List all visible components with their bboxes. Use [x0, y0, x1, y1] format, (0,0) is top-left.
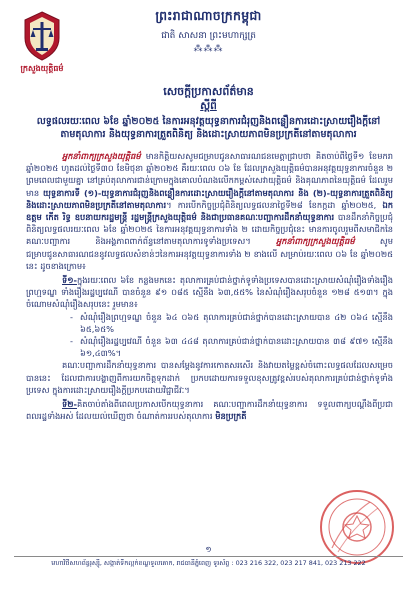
national-motto: ជាតិ សាសនា ព្រះមហាក្សត្រ	[161, 31, 256, 41]
intro-text-e: បានដឹកនាំកិច្ចប្រជុំពិនិត្យលទ្ធផលរយៈពេល ៦ខែ ឆ្នាំ២០២៥ នៃការអនុវត្តយុទ្ធនាការទាំង ២ ដោយកិច្ចប្រជុំនេះ មានការចូលរួមពីសមាជិកនៃគណៈបញ្ជាការ និងអង្គភាពពាក់ព័ន្ធនៅតាមតុលាការទូទាំងប្រទេស។	[26, 212, 393, 247]
first-result-text: ក្នុងរយៈពេល ៦ខែ កន្លងមកនេះ តុលាការគ្រប់ជាន់ថ្នាក់ទូទាំងប្រទេសបានដោះស្រាយសំណុំរឿងទាំងរឿងព្រហ្មទណ្ឌ ទាំងរឿងរដ្ឋប្បវេណី បានចំនួន ៩១ ០៨៥ ស្មើនឹង ៦៣,៥៥% នៃសំណុំរឿងសរុបចំនួន ១២៨ ៥១៣។ ក្នុងចំណោមសំណុំរឿងសរុបនេះ រួមមាន៖	[26, 275, 393, 310]
ministry-name: ក្រសួងយុត្តិធម៌	[20, 64, 64, 73]
minister-name: ឯកឧត្តម កើត រិទ្ធ ឧបនាយករដ្ឋមន្ត្រី រដ្ឋមន្ត្រីក្រសួងយុត្តិធម៌ និងជាប្រធានគណៈបញ្ជាការដឹកនាំយុទ្ធនាការ	[26, 199, 393, 223]
paragraph-first-result	[26, 274, 393, 311]
footer-address: មហាវិថីសហព័ន្ធរុស្ស៊ី, សង្កាត់ទឹកល្អក់ខណ្ឌទួលគោក, រាជធានីភ្នំពេញ ទូរស័ព្ទ : 023 216 322, 023 217 841, 023 213 222	[51, 559, 366, 567]
document-titles	[30, 84, 387, 141]
kingdom-header	[0, 8, 417, 54]
subject-label: ស្តីពី	[200, 100, 217, 112]
footer-divider	[14, 556, 403, 557]
section-number-1: ទី១-	[62, 275, 77, 286]
header-ornament: ⁂⁂⁂	[193, 44, 224, 54]
paragraph-appreciation: គណៈបញ្ជាការដឹកនាំយុទ្ធនាការ បានសម្តែងនូវការកោតសរសើរ និងវាយតម្លៃខ្ពស់ចំពោះលទ្ធផលដែលសម្រេចបាននេះ ដែលជាការបង្ហាញពីការយកចិត្តទុកដាក់ ប្រកបដោយការទទួលខុសត្រូវខ្ពស់របស់តុលាការគ្រប់ជាន់ថ្នាក់ទូទាំងប្រទេស ក្នុងការដោះស្រាយរឿងក្តីប្រកបដោយវិជ្ជាជីវៈ។	[26, 360, 393, 395]
page-number: ១	[205, 545, 212, 554]
campaign-names: យុទ្ធនាការទី (១)-យុទ្ធនាការជំរុញនិងពន្លឿនការដោះស្រាយរឿងក្តីនៅតាមតុលាការ និង (២)-យុទ្ធនាការត្រួតពិនិត្យនិងដោះស្រាយភាពមិនប្រក្រតីនៅតាមតុលាការ	[26, 187, 393, 210]
irregularity-term: មិនប្រក្រតី	[215, 411, 247, 422]
list-item-civil-cases: - សំណុំរឿងរដ្ឋប្បវេណី ចំនួន ៦៣ ៤៤៨ តុលាការគ្រប់ជាន់ថ្នាក់បានដោះស្រាយបាន ៣៨ ៩៧១ ស្មើនឹង ៦១,៤៣%។	[80, 335, 393, 359]
second-result-text: គិតចាប់តាំងពីពេលប្រកាសបើកយុទ្ធនាការ គណៈបញ្ជាការដឹកនាំយុទ្ធនាការ ទទួលពាក្យបណ្តឹងពីប្រជាពលរដ្ឋទាំងអស់ ដែលយល់ឃើញថា ចំណាត់ការរបស់តុលាការ	[26, 399, 393, 422]
intro-text-a: មានកិត្តិយសសូមជម្រាបជូនសាធារណជនមេត្តាជ្រាបថា គិតចាប់ពីថ្ងៃទី១ ខែមករា ឆ្នាំ២០២៥ ហូតដល់ថ្ងៃទី៣០ ខែមិថុនា ឆ្នាំ២០២៥ គឺរយៈពេល ០៦ ខែ ដែលក្រសួងយុត្តិធម៌បានអនុវត្តយុទ្ធនាការចំនួន ២ ព្រមពេលជាមួយគ្នា នៅគ្រប់តុលាការជាន់ក្រោមក្នុងគោលបំណងលើកកម្ពស់សេវាយុត្តិធម៌ និងគុណភាពនៃយុត្តិធម៌ ដែលរួមមាន	[26, 151, 393, 198]
paragraph-second-result	[26, 398, 393, 422]
subject-title: លទ្ធផលរយៈពេល ៦ខែ ឆ្នាំ២០២៥ នៃការអនុវត្តយុទ្ធនាការជំរុញនិងពន្លឿនការដោះស្រាយរឿងក្តីនៅតាមតុលាការ និងយុទ្ធនាការត្រួតពិនិត្យ និងដោះស្រាយភាពមិនប្រក្រតីនៅតាមតុលាការ	[36, 116, 381, 140]
case-breakdown-list	[26, 311, 393, 360]
document-type-title: សេចក្តីប្រកាសព័ត៌មាន	[163, 85, 254, 98]
section-number-2: ទី២-	[62, 399, 77, 410]
kingdom-title: ព្រះរាជាណាចក្រកម្ពុជា	[155, 8, 262, 23]
spokesperson-label: អ្នកនាំពាក្យក្រសួងយុត្តិធម៌	[62, 151, 141, 161]
intro-text-c: ។ ការបើកកិច្ចប្រជុំពិនិត្យលទ្ធផលនាថ្ងៃទី២៨ ខែកក្កដា ឆ្នាំ២០២៥,	[166, 199, 383, 210]
intro-text-g: សូមជម្រាបជូនសាធារណជននូវលទ្ធផលសំខាន់ៗនៃការអនុវត្តយុទ្ធនាការទាំង ២ ខាងលើ សម្រាប់រយៈពេល ០៦ ខែ ឆ្នាំ២០២៥ នេះ ដូចខាងក្រោម៖	[26, 236, 394, 271]
paragraph-intro	[26, 150, 393, 272]
list-item-criminal-cases: - សំណុំរឿងព្រហ្មទណ្ឌ ចំនួន ៦៤ ០៦៥ តុលាការគ្រប់ជាន់ថ្នាក់បានដោះស្រាយបាន ៤២ ០៦៤ ស្មើនឹង ៦៥,៦៥%	[80, 311, 393, 335]
document-body	[26, 150, 393, 422]
spokesperson-label-2: អ្នកនាំពាក្យក្រសួងយុត្តិធម៌	[275, 236, 355, 247]
